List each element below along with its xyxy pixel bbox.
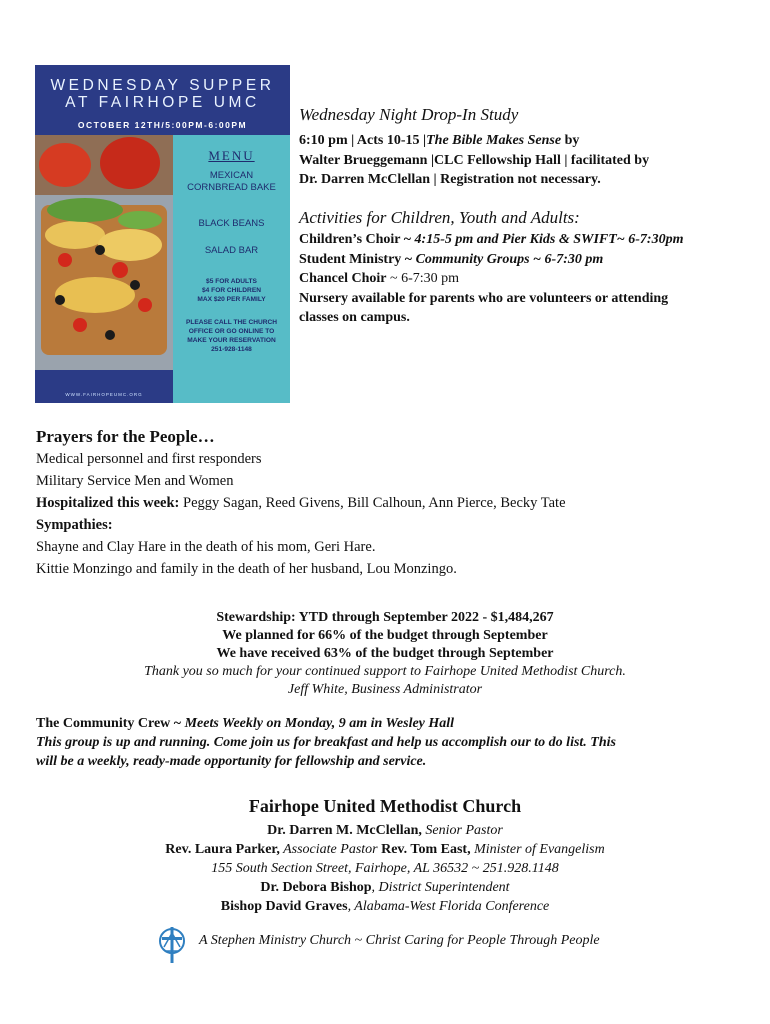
study-book-title: The Bible Makes Sense [426,133,562,148]
associate-pastor-name: Rev. Laura Parker, [165,842,280,857]
study-line3: Dr. Darren McClellan | Registration not necessary. [299,172,601,187]
hospitalized-label: Hospitalized this week: [36,495,180,511]
stewardship-thanks: Thank you so much for your continued support to Fairhope United Methodist Church. [144,664,626,679]
hospitalized-names: Peggy Sagan, Reed Givens, Bill Calhoun, Ann Pierce, Becky Tate [179,495,566,511]
community-crew-line1 [36,714,736,733]
district-superintendent-title: , District Superintendent [371,880,510,895]
bishop-title: , Alabama-West Florida Conference [347,899,550,914]
stewardship-signoff: Jeff White, Business Administrator [287,682,483,697]
nursery-line2: classes on campus. [299,310,410,325]
bishop-name: Bishop David Graves [220,899,348,914]
reservation-line3: MAKE YOUR RESERVATION [187,337,276,344]
evangelism-minister-name: Rev. Tom East, [381,842,471,857]
wednesday-supper-flyer [35,65,290,403]
activities-section [299,208,739,328]
associate-pastor-title: Associate Pastor [279,842,382,857]
stewardship-received: We have received 63% of the budget through September [216,646,554,661]
reservation-line2: OFFICE OR GO ONLINE TO [188,328,275,335]
prayers-section [36,426,736,580]
senior-pastor-name: Dr. Darren M. McClellan, [267,823,422,838]
menu-reservation-note [173,318,290,354]
menu-heading: MENU [208,148,255,163]
price-adults: $5 FOR ADULTS [206,278,257,285]
food-photo [35,135,173,403]
senior-pastor-title: Senior Pastor [421,823,503,838]
chancel-choir-line [299,269,739,289]
stewardship-planned: We planned for 66% of the budget through September [222,628,548,643]
menu-item-cornbread-line2: CORNBREAD BAKE [187,182,276,193]
sympathy-hare: Shayne and Clay Hare in the death of his mom, Geri Hare. [36,539,376,555]
community-crew-meets: Meets Weekly on Monday, 9 am in Wesley Hall [184,716,455,731]
associate-evangelism-line [0,840,770,859]
church-info-section [0,795,770,916]
flyer-date: OCTOBER 12TH/5:00PM-6:00PM [77,120,248,130]
community-crew-label: The Community Crew ~ [36,716,185,731]
church-address: 155 South Section Street, Fairhope, AL 36532 ~ 251.928.1148 [211,861,559,876]
study-line2: Walter Brueggemann |CLC Fellowship Hall | facilitated by [299,152,650,168]
student-ministry-label: Student Ministry ~ [299,251,416,267]
prayer-hospitalized [36,492,736,514]
study-heading: Wednesday Night Drop-In Study [299,105,519,124]
district-superintendent-name: Dr. Debora Bishop [260,880,372,895]
study-by: by [561,133,580,148]
evangelism-minister-title: Minister of Evangelism [470,842,605,857]
menu-item-black-beans: BLACK BEANS [198,218,265,229]
student-ministry-detail: Community Groups ~ 6-7:30 pm [415,251,604,267]
activities-heading: Activities for Children, Youth and Adults: [299,208,580,227]
church-name: Fairhope United Methodist Church [248,796,522,816]
community-crew-line3: will be a weekly, ready-made opportunity for fellowship and service. [36,754,427,769]
study-line1 [299,131,739,151]
flyer-footer-url: WWW.FAIRHOPEUMC.ORG [65,392,143,397]
menu-item-salad-bar: SALAD BAR [204,245,259,256]
stephen-ministry-cross-icon [157,925,187,965]
menu-panel [173,135,290,403]
community-crew-section [36,714,736,771]
study-time-passage: 6:10 pm | Acts 10-15 | [299,133,427,148]
menu-item-cornbread-line1: MEXICAN [209,170,254,181]
chancel-choir-detail: ~ 6-7:30 pm [386,271,460,286]
senior-pastor-line [0,821,770,840]
prayer-medical: Medical personnel and first responders [36,451,262,467]
menu-item-cornbread [173,170,290,194]
bishop-line [0,897,770,916]
reservation-line1: PLEASE CALL THE CHURCH [185,319,278,326]
sympathy-monzingo: Kittie Monzingo and family in the death of her husband, Lou Monzingo. [36,561,457,577]
flyer-header [35,65,290,135]
district-superintendent-line [0,878,770,897]
stephen-ministry-tagline: A Stephen Ministry Church ~ Christ Caring for People Through People [199,933,600,948]
price-family-max: MAX $20 PER FAMILY [197,296,266,303]
price-children: $4 FOR CHILDREN [202,287,261,294]
student-ministry-line [299,250,739,270]
childrens-choir-label: Children’s Choir ~ [299,232,415,247]
drop-in-study-section [299,105,739,190]
flyer-title-line1: WEDNESDAY SUPPER [50,77,275,94]
community-crew-line2: This group is up and running. Come join us for breakfast and help us accomplish our to do list. This [36,735,616,750]
reservation-phone: 251-928-1148 [211,346,252,353]
childrens-choir-line [299,230,739,250]
stewardship-section [0,609,770,699]
menu-prices [173,277,290,304]
prayer-military: Military Service Men and Women [36,473,234,489]
flyer-title-line2: AT FAIRHOPE UMC [65,94,260,111]
prayers-heading: Prayers for the People… [36,427,215,446]
childrens-choir-detail: 4:15-5 pm and Pier Kids & SWIFT~ 6-7:30pm [414,232,684,247]
sympathies-label: Sympathies: [36,517,113,533]
nursery-line1: Nursery available for parents who are volunteers or attending [299,290,669,306]
chancel-choir-label: Chancel Choir [299,271,387,286]
stewardship-ytd: Stewardship: YTD through September 2022 - $1,484,267 [216,610,554,625]
